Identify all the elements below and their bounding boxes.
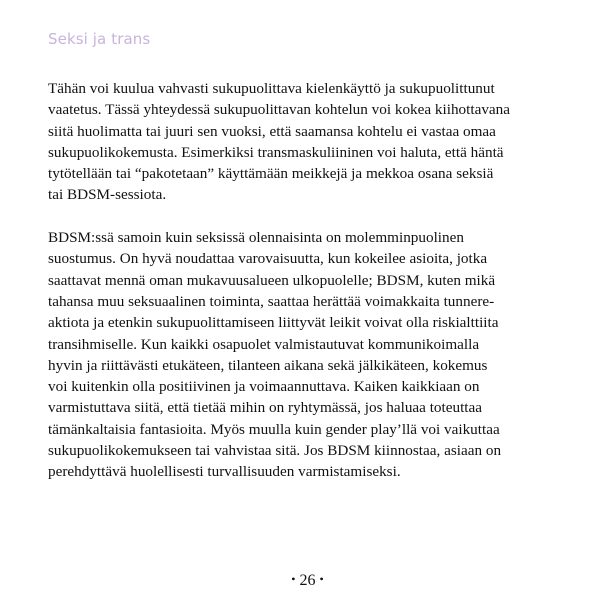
paragraph-1: Tähän voi kuulua vahvasti sukupuolittava kielenkäyttö ja sukupuolittunut vaatetus. Tässä yhteydessä sukupuolittavan kohtelun voi kokea kiihottavana siitä huolimatta tai juuri sen vuoksi, että saamansa kohtelu ei vastaa omaa sukupuolikokemusta. Esimerkiksi transmaskuliininen voi haluta, että häntä tytötellään tai “pakotetaan” käyttämään meikkejä ja mekkoa osana seksiä tai BDSM-sessiota. <box>48 80 510 204</box>
page-number-bullet-left: • <box>291 572 296 586</box>
paragraph-2: BDSM:ssä samoin kuin seksissä olennaisinta on molemminpuolinen suostumus. On hyvä noudattaa varovaisuutta, kun kokeilee asioita, jotka saattavat mennä oman mukavuusalueen ulkopuolelle; BDSM, kuten mikä tahansa muu seksuaalinen toiminta, saattaa herättää voimakkaita tunnere- aktiota ja etenkin sukupuolittamiseen liittyvät leikit voivat olla riskialttiita transihmiselle. Kun kaikki osapuolet valmistautuvat kommunikoimalla hyvin ja riittävästi etukäteen, tilanteen aikana sekä jälkikäteen, kokemus voi kuitenkin olla positiivinen ja voimaannuttava. Kaiken kaikkiaan on varmistuttava siitä, että tietää mihin on ryhtymässä, jos haluaa toteuttaa tämänkaltaisia fantasioita. Myös muulla kuin gender play’llä voi vaikuttaa sukupuolikokemukseen tai vahvistaa sitä. Jos BDSM kiinnostaa, asiaan on perehdyttävä huolellisesti turvallisuuden varmistamiseksi. <box>48 229 502 481</box>
running-header: Seksi ja trans <box>48 30 151 48</box>
page-number-value: 26 <box>299 572 316 589</box>
page-number <box>0 572 615 590</box>
body-text <box>48 78 568 504</box>
page-number-bullet-right: • <box>319 572 324 586</box>
